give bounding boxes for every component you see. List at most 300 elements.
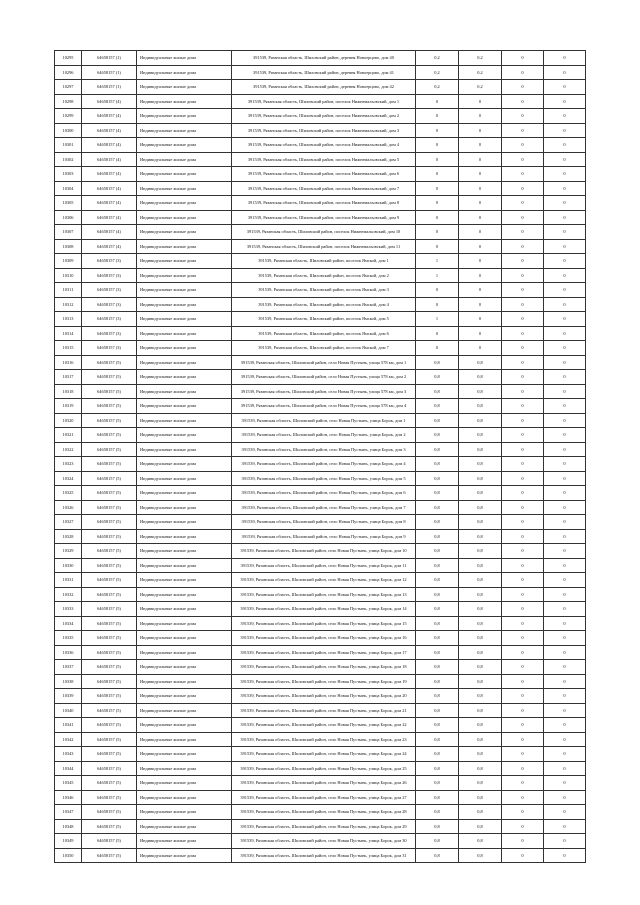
cell-value-c: 0 — [502, 341, 544, 356]
cell-value-a: 0,8 — [416, 703, 459, 718]
cell-oktmo-code: 64658157 (4) — [82, 123, 137, 138]
table-row — [55, 442, 586, 457]
cell-building-type: Индивидуальные жилые дома — [137, 297, 232, 312]
cell-value-c: 0 — [502, 254, 544, 269]
cell-oktmo-code: 64658157 (5) — [82, 384, 137, 399]
table-row — [55, 732, 586, 747]
cell-value-b: 0,8 — [459, 500, 502, 515]
cell-building-type: Индивидуальные жилые дома — [137, 80, 232, 95]
cell-value-a: 0,8 — [416, 602, 459, 617]
cell-oktmo-code: 64658157 (5) — [82, 660, 137, 675]
cell-value-b: 0 — [459, 268, 502, 283]
table-row — [55, 645, 586, 660]
table-row — [55, 631, 586, 646]
cell-value-b: 0,8 — [459, 355, 502, 370]
cell-building-type: Индивидуальные жилые дома — [137, 94, 232, 109]
cell-value-a: 0 — [416, 123, 459, 138]
cell-value-a: 0 — [416, 152, 459, 167]
cell-value-a: 0 — [416, 167, 459, 182]
cell-value-b: 0 — [459, 109, 502, 124]
cell-value-c: 0 — [502, 689, 544, 704]
cell-value-b: 0,8 — [459, 602, 502, 617]
cell-value-c: 0 — [502, 413, 544, 428]
cell-address: 391539, Рязанская область, Шиловский район, село Новая Пустынь, улица Борок, дом 25 — [232, 761, 416, 776]
cell-value-a: 0,8 — [416, 558, 459, 573]
cell-building-type: Индивидуальные жилые дома — [137, 457, 232, 472]
cell-building-type: Индивидуальные жилые дома — [137, 747, 232, 762]
cell-row-number: 10348 — [55, 819, 82, 834]
cell-oktmo-code: 64658157 (5) — [82, 355, 137, 370]
cell-address: 391539, Рязанская область, Шиловский район, деревня Новоерцово, дом 41 — [232, 65, 416, 80]
cell-value-b: 0 — [459, 196, 502, 211]
cell-address: 391539, Рязанская область, Шиловский район, поселок Нижнемальовский, дом 7 — [232, 181, 416, 196]
cell-value-b: 0,8 — [459, 805, 502, 820]
cell-row-number: 10337 — [55, 660, 82, 675]
table-body — [55, 51, 586, 863]
table-row — [55, 152, 586, 167]
cell-building-type: Индивидуальные жилые дома — [137, 544, 232, 559]
cell-value-a: 0 — [416, 181, 459, 196]
cell-value-c: 0 — [502, 834, 544, 849]
cell-value-c: 0 — [502, 602, 544, 617]
cell-building-type: Индивидуальные жилые дома — [137, 660, 232, 675]
cell-row-number: 10302 — [55, 152, 82, 167]
cell-oktmo-code: 64658157 (5) — [82, 761, 137, 776]
housing-table — [54, 50, 586, 863]
cell-address: 391539, Рязанская область, Шиловский район, село Новая Пустынь, улица Борок, дом 5 — [232, 471, 416, 486]
cell-row-number: 10309 — [55, 254, 82, 269]
cell-value-c: 0 — [502, 312, 544, 327]
cell-value-d: 0 — [544, 587, 586, 602]
cell-address: 391539, Рязанская область, Шиловский район, село Новая Пустынь, улица 578 км, дом 2 — [232, 370, 416, 385]
cell-value-a: 0,8 — [416, 384, 459, 399]
cell-value-a: 0,8 — [416, 674, 459, 689]
cell-row-number: 10347 — [55, 805, 82, 820]
cell-value-a: 0,8 — [416, 500, 459, 515]
cell-value-a: 0 — [416, 138, 459, 153]
cell-value-b: 0,8 — [459, 442, 502, 457]
table-row — [55, 370, 586, 385]
cell-value-b: 0 — [459, 312, 502, 327]
cell-building-type: Индивидуальные жилые дома — [137, 413, 232, 428]
table-row — [55, 51, 586, 66]
cell-value-b: 0,2 — [459, 80, 502, 95]
cell-oktmo-code: 64658157 (5) — [82, 428, 137, 443]
cell-oktmo-code: 64658157 (3) — [82, 326, 137, 341]
cell-value-d: 0 — [544, 109, 586, 124]
cell-value-d: 0 — [544, 819, 586, 834]
cell-value-b: 0,8 — [459, 761, 502, 776]
cell-building-type: Индивидуальные жилые дома — [137, 138, 232, 153]
cell-oktmo-code: 64658157 (5) — [82, 776, 137, 791]
cell-value-a: 0 — [416, 283, 459, 298]
cell-building-type: Индивидуальные жилые дома — [137, 428, 232, 443]
cell-address: 391539, Рязанская область, Шиловский район, поселок Ямской, дом 5 — [232, 312, 416, 327]
cell-row-number: 10322 — [55, 442, 82, 457]
cell-building-type: Индивидуальные жилые дома — [137, 109, 232, 124]
cell-address: 391539, Рязанская область, Шиловский район, поселок Нижнемальовский, дом 3 — [232, 123, 416, 138]
cell-value-d: 0 — [544, 51, 586, 66]
cell-value-a: 0,8 — [416, 370, 459, 385]
cell-value-c: 0 — [502, 138, 544, 153]
cell-value-a: 0 — [416, 326, 459, 341]
cell-building-type: Индивидуальные жилые дома — [137, 500, 232, 515]
cell-address: 391539, Рязанская область, Шиловский район, поселок Нижнемальовский, дом 11 — [232, 239, 416, 254]
cell-value-a: 0,8 — [416, 645, 459, 660]
cell-row-number: 10333 — [55, 602, 82, 617]
cell-row-number: 10318 — [55, 384, 82, 399]
cell-oktmo-code: 64658157 (4) — [82, 196, 137, 211]
cell-address: 391539, Рязанская область, Шиловский район, село Новая Пустынь, улица Борок, дом 28 — [232, 805, 416, 820]
cell-address: 391539, Рязанская область, Шиловский район, поселок Нижнемальовский, дом 6 — [232, 167, 416, 182]
cell-address: 391539, Рязанская область, Шиловский район, село Новая Пустынь, улица Борок, дом 29 — [232, 819, 416, 834]
cell-value-d: 0 — [544, 544, 586, 559]
cell-row-number: 10305 — [55, 196, 82, 211]
table-row — [55, 761, 586, 776]
cell-row-number: 10335 — [55, 631, 82, 646]
cell-row-number: 10321 — [55, 428, 82, 443]
cell-oktmo-code: 64658157 (5) — [82, 500, 137, 515]
cell-value-c: 0 — [502, 355, 544, 370]
cell-value-c: 0 — [502, 370, 544, 385]
document-sheet — [54, 50, 585, 863]
cell-value-a: 0,8 — [416, 457, 459, 472]
cell-value-a: 0,8 — [416, 428, 459, 443]
cell-value-a: 0 — [416, 210, 459, 225]
cell-address: 391539, Рязанская область, Шиловский район, село Новая Пустынь, улица Борок, дом 24 — [232, 747, 416, 762]
cell-value-b: 0 — [459, 181, 502, 196]
cell-value-b: 0 — [459, 210, 502, 225]
cell-value-c: 0 — [502, 805, 544, 820]
cell-address: 391539, Рязанская область, Шиловский район, село Новая Пустынь, улица Борок, дом 1 — [232, 413, 416, 428]
cell-value-c: 0 — [502, 442, 544, 457]
cell-address: 391539, Рязанская область, Шиловский район, село Новая Пустынь, улица Борок, дом 13 — [232, 587, 416, 602]
cell-value-c: 0 — [502, 732, 544, 747]
cell-oktmo-code: 64658157 (1) — [82, 80, 137, 95]
cell-value-b: 0 — [459, 152, 502, 167]
cell-value-d: 0 — [544, 80, 586, 95]
cell-value-a: 0,2 — [416, 65, 459, 80]
cell-value-d: 0 — [544, 210, 586, 225]
table-row — [55, 558, 586, 573]
cell-oktmo-code: 64658157 (5) — [82, 848, 137, 863]
cell-value-c: 0 — [502, 544, 544, 559]
cell-value-c: 0 — [502, 152, 544, 167]
cell-value-a: 0,8 — [416, 616, 459, 631]
table-row — [55, 254, 586, 269]
cell-address: 391539, Рязанская область, Шиловский район, поселок Ямской, дом 7 — [232, 341, 416, 356]
cell-value-b: 0,8 — [459, 703, 502, 718]
cell-building-type: Индивидуальные жилые дома — [137, 587, 232, 602]
cell-value-b: 0 — [459, 94, 502, 109]
cell-value-a: 0,8 — [416, 761, 459, 776]
cell-building-type: Индивидуальные жилые дома — [137, 370, 232, 385]
cell-row-number: 10320 — [55, 413, 82, 428]
cell-value-a: 1 — [416, 312, 459, 327]
cell-value-a: 0 — [416, 225, 459, 240]
cell-building-type: Индивидуальные жилые дома — [137, 210, 232, 225]
cell-value-b: 0 — [459, 341, 502, 356]
cell-value-d: 0 — [544, 196, 586, 211]
cell-building-type: Индивидуальные жилые дома — [137, 848, 232, 863]
cell-row-number: 10295 — [55, 51, 82, 66]
cell-value-c: 0 — [502, 761, 544, 776]
cell-building-type: Индивидуальные жилые дома — [137, 732, 232, 747]
table-row — [55, 819, 586, 834]
cell-building-type: Индивидуальные жилые дома — [137, 152, 232, 167]
table-row — [55, 848, 586, 863]
cell-value-a: 0,8 — [416, 819, 459, 834]
cell-oktmo-code: 64658157 (5) — [82, 399, 137, 414]
cell-row-number: 10341 — [55, 718, 82, 733]
cell-building-type: Индивидуальные жилые дома — [137, 399, 232, 414]
cell-building-type: Индивидуальные жилые дома — [137, 834, 232, 849]
cell-oktmo-code: 64658157 (3) — [82, 312, 137, 327]
cell-value-a: 0,8 — [416, 834, 459, 849]
table-row — [55, 486, 586, 501]
table-row — [55, 297, 586, 312]
cell-row-number: 10339 — [55, 689, 82, 704]
cell-value-b: 0 — [459, 254, 502, 269]
cell-value-b: 0,8 — [459, 776, 502, 791]
cell-building-type: Индивидуальные жилые дома — [137, 326, 232, 341]
cell-value-b: 0 — [459, 326, 502, 341]
cell-value-b: 0 — [459, 283, 502, 298]
cell-address: 391539, Рязанская область, Шиловский район, село Новая Пустынь, улица Борок, дом 17 — [232, 645, 416, 660]
table-row — [55, 718, 586, 733]
cell-value-c: 0 — [502, 645, 544, 660]
cell-building-type: Индивидуальные жилые дома — [137, 703, 232, 718]
cell-building-type: Индивидуальные жилые дома — [137, 761, 232, 776]
cell-value-a: 0,8 — [416, 732, 459, 747]
table-row — [55, 616, 586, 631]
cell-value-b: 0,8 — [459, 732, 502, 747]
cell-building-type: Индивидуальные жилые дома — [137, 689, 232, 704]
cell-value-a: 0,8 — [416, 544, 459, 559]
cell-oktmo-code: 64658157 (4) — [82, 94, 137, 109]
cell-oktmo-code: 64658157 (5) — [82, 471, 137, 486]
cell-oktmo-code: 64658157 (4) — [82, 239, 137, 254]
cell-value-c: 0 — [502, 326, 544, 341]
cell-value-c: 0 — [502, 558, 544, 573]
cell-row-number: 10345 — [55, 776, 82, 791]
cell-building-type: Индивидуальные жилые дома — [137, 123, 232, 138]
cell-value-c: 0 — [502, 819, 544, 834]
cell-oktmo-code: 64658157 (4) — [82, 109, 137, 124]
cell-value-c: 0 — [502, 51, 544, 66]
cell-value-d: 0 — [544, 558, 586, 573]
table-row — [55, 80, 586, 95]
cell-address: 391539, Рязанская область, Шиловский район, село Новая Пустынь, улица Борок, дом 15 — [232, 616, 416, 631]
table-row — [55, 703, 586, 718]
cell-value-c: 0 — [502, 703, 544, 718]
cell-oktmo-code: 64658157 (4) — [82, 138, 137, 153]
cell-value-a: 0,2 — [416, 51, 459, 66]
cell-address: 391539, Рязанская область, Шиловский район, село Новая Пустынь, улица 578 км, дом 4 — [232, 399, 416, 414]
cell-value-a: 0 — [416, 94, 459, 109]
cell-row-number: 10342 — [55, 732, 82, 747]
cell-row-number: 10349 — [55, 834, 82, 849]
cell-building-type: Индивидуальные жилые дома — [137, 283, 232, 298]
cell-oktmo-code: 64658157 (5) — [82, 631, 137, 646]
table-row — [55, 500, 586, 515]
cell-building-type: Индивидуальные жилые дома — [137, 631, 232, 646]
cell-value-d: 0 — [544, 776, 586, 791]
cell-oktmo-code: 64658157 (4) — [82, 167, 137, 182]
cell-value-a: 0,8 — [416, 776, 459, 791]
cell-row-number: 10315 — [55, 341, 82, 356]
cell-value-b: 0 — [459, 138, 502, 153]
cell-row-number: 10328 — [55, 529, 82, 544]
cell-row-number: 10306 — [55, 210, 82, 225]
table-row — [55, 660, 586, 675]
cell-value-d: 0 — [544, 631, 586, 646]
cell-row-number: 10327 — [55, 515, 82, 530]
cell-value-a: 0,8 — [416, 442, 459, 457]
cell-address: 391539, Рязанская область, Шиловский район, деревня Новоерцово, дом 40 — [232, 51, 416, 66]
cell-oktmo-code: 64658157 (5) — [82, 587, 137, 602]
cell-value-b: 0,8 — [459, 834, 502, 849]
cell-building-type: Индивидуальные жилые дома — [137, 65, 232, 80]
cell-address: 391539, Рязанская область, Шиловский район, поселок Нижнемальовский, дом 10 — [232, 225, 416, 240]
cell-row-number: 10298 — [55, 94, 82, 109]
cell-building-type: Индивидуальные жилые дома — [137, 196, 232, 211]
cell-building-type: Индивидуальные жилые дома — [137, 239, 232, 254]
cell-value-a: 1 — [416, 268, 459, 283]
cell-address: 391539, Рязанская область, Шиловский район, поселок Нижнемальовский, дом 5 — [232, 152, 416, 167]
cell-building-type: Индивидуальные жилые дома — [137, 776, 232, 791]
cell-value-a: 0 — [416, 341, 459, 356]
cell-value-c: 0 — [502, 297, 544, 312]
table-row — [55, 225, 586, 240]
cell-row-number: 10323 — [55, 457, 82, 472]
cell-value-c: 0 — [502, 225, 544, 240]
cell-value-c: 0 — [502, 167, 544, 182]
cell-value-d: 0 — [544, 500, 586, 515]
cell-value-b: 0 — [459, 167, 502, 182]
cell-row-number: 10304 — [55, 181, 82, 196]
cell-address: 391539, Рязанская область, Шиловский район, село Новая Пустынь, улица Борок, дом 18 — [232, 660, 416, 675]
cell-value-a: 0,8 — [416, 747, 459, 762]
cell-value-b: 0,8 — [459, 544, 502, 559]
cell-value-d: 0 — [544, 123, 586, 138]
cell-oktmo-code: 64658157 (3) — [82, 341, 137, 356]
cell-row-number: 10338 — [55, 674, 82, 689]
cell-address: 391539, Рязанская область, Шиловский район, поселок Нижнемальовский, дом 1 — [232, 94, 416, 109]
cell-oktmo-code: 64658157 (4) — [82, 225, 137, 240]
cell-value-d: 0 — [544, 602, 586, 617]
cell-oktmo-code: 64658157 (5) — [82, 544, 137, 559]
cell-row-number: 10297 — [55, 80, 82, 95]
cell-address: 391539, Рязанская область, Шиловский район, деревня Новоерцово, дом 42 — [232, 80, 416, 95]
cell-value-d: 0 — [544, 268, 586, 283]
cell-value-b: 0,8 — [459, 819, 502, 834]
cell-value-c: 0 — [502, 399, 544, 414]
cell-value-a: 0 — [416, 109, 459, 124]
cell-building-type: Индивидуальные жилые дома — [137, 790, 232, 805]
cell-address: 391539, Рязанская область, Шиловский район, село Новая Пустынь, улица Борок, дом 8 — [232, 515, 416, 530]
cell-building-type: Индивидуальные жилые дома — [137, 167, 232, 182]
cell-address: 391539, Рязанская область, Шиловский район, село Новая Пустынь, улица Борок, дом 23 — [232, 732, 416, 747]
cell-value-c: 0 — [502, 268, 544, 283]
cell-value-c: 0 — [502, 848, 544, 863]
cell-oktmo-code: 64658157 (5) — [82, 602, 137, 617]
cell-value-d: 0 — [544, 457, 586, 472]
cell-building-type: Индивидуальные жилые дома — [137, 355, 232, 370]
cell-value-d: 0 — [544, 384, 586, 399]
cell-row-number: 10330 — [55, 558, 82, 573]
cell-value-d: 0 — [544, 399, 586, 414]
cell-building-type: Индивидуальные жилые дома — [137, 805, 232, 820]
cell-value-a: 0,8 — [416, 660, 459, 675]
cell-building-type: Индивидуальные жилые дома — [137, 674, 232, 689]
cell-value-b: 0,8 — [459, 660, 502, 675]
cell-row-number: 10350 — [55, 848, 82, 863]
table-row — [55, 689, 586, 704]
cell-value-c: 0 — [502, 471, 544, 486]
cell-building-type: Индивидуальные жилые дома — [137, 645, 232, 660]
cell-row-number: 10299 — [55, 109, 82, 124]
cell-address: 391539, Рязанская область, Шиловский район, село Новая Пустынь, улица Борок, дом 12 — [232, 573, 416, 588]
cell-value-b: 0,8 — [459, 529, 502, 544]
cell-value-c: 0 — [502, 776, 544, 791]
cell-value-b: 0,8 — [459, 486, 502, 501]
table-row — [55, 776, 586, 791]
cell-row-number: 10308 — [55, 239, 82, 254]
cell-row-number: 10344 — [55, 761, 82, 776]
cell-address: 391539, Рязанская область, Шиловский район, село Новая Пустынь, улица Борок, дом 7 — [232, 500, 416, 515]
cell-row-number: 10311 — [55, 283, 82, 298]
cell-value-c: 0 — [502, 94, 544, 109]
cell-building-type: Индивидуальные жилые дома — [137, 225, 232, 240]
cell-value-d: 0 — [544, 167, 586, 182]
cell-address: 391539, Рязанская область, Шиловский район, поселок Нижнемальовский, дом 9 — [232, 210, 416, 225]
table-row — [55, 239, 586, 254]
cell-oktmo-code: 64658157 (5) — [82, 718, 137, 733]
cell-value-b: 0,8 — [459, 471, 502, 486]
cell-row-number: 10324 — [55, 471, 82, 486]
cell-row-number: 10296 — [55, 65, 82, 80]
cell-building-type: Индивидуальные жилые дома — [137, 312, 232, 327]
cell-value-b: 0 — [459, 225, 502, 240]
table-row — [55, 268, 586, 283]
table-row — [55, 805, 586, 820]
table-row — [55, 428, 586, 443]
cell-value-c: 0 — [502, 65, 544, 80]
cell-address: 391539, Рязанская область, Шиловский район, село Новая Пустынь, улица Борок, дом 27 — [232, 790, 416, 805]
cell-value-b: 0 — [459, 123, 502, 138]
cell-value-c: 0 — [502, 210, 544, 225]
table-row — [55, 399, 586, 414]
cell-value-b: 0,8 — [459, 631, 502, 646]
cell-building-type: Индивидуальные жилые дома — [137, 471, 232, 486]
cell-value-a: 1 — [416, 254, 459, 269]
cell-value-a: 0 — [416, 196, 459, 211]
cell-value-d: 0 — [544, 761, 586, 776]
table-row — [55, 790, 586, 805]
cell-row-number: 10303 — [55, 167, 82, 182]
cell-address: 391539, Рязанская область, Шиловский район, село Новая Пустынь, улица Борок, дом 16 — [232, 631, 416, 646]
cell-value-b: 0,8 — [459, 587, 502, 602]
cell-value-b: 0,8 — [459, 718, 502, 733]
cell-address: 391539, Рязанская область, Шиловский район, село Новая Пустынь, улица Борок, дом 11 — [232, 558, 416, 573]
cell-oktmo-code: 64658157 (5) — [82, 457, 137, 472]
cell-address: 391539, Рязанская область, Шиловский район, село Новая Пустынь, улица Борок, дом 9 — [232, 529, 416, 544]
cell-value-c: 0 — [502, 283, 544, 298]
cell-value-a: 0 — [416, 297, 459, 312]
cell-value-c: 0 — [502, 529, 544, 544]
cell-value-d: 0 — [544, 94, 586, 109]
